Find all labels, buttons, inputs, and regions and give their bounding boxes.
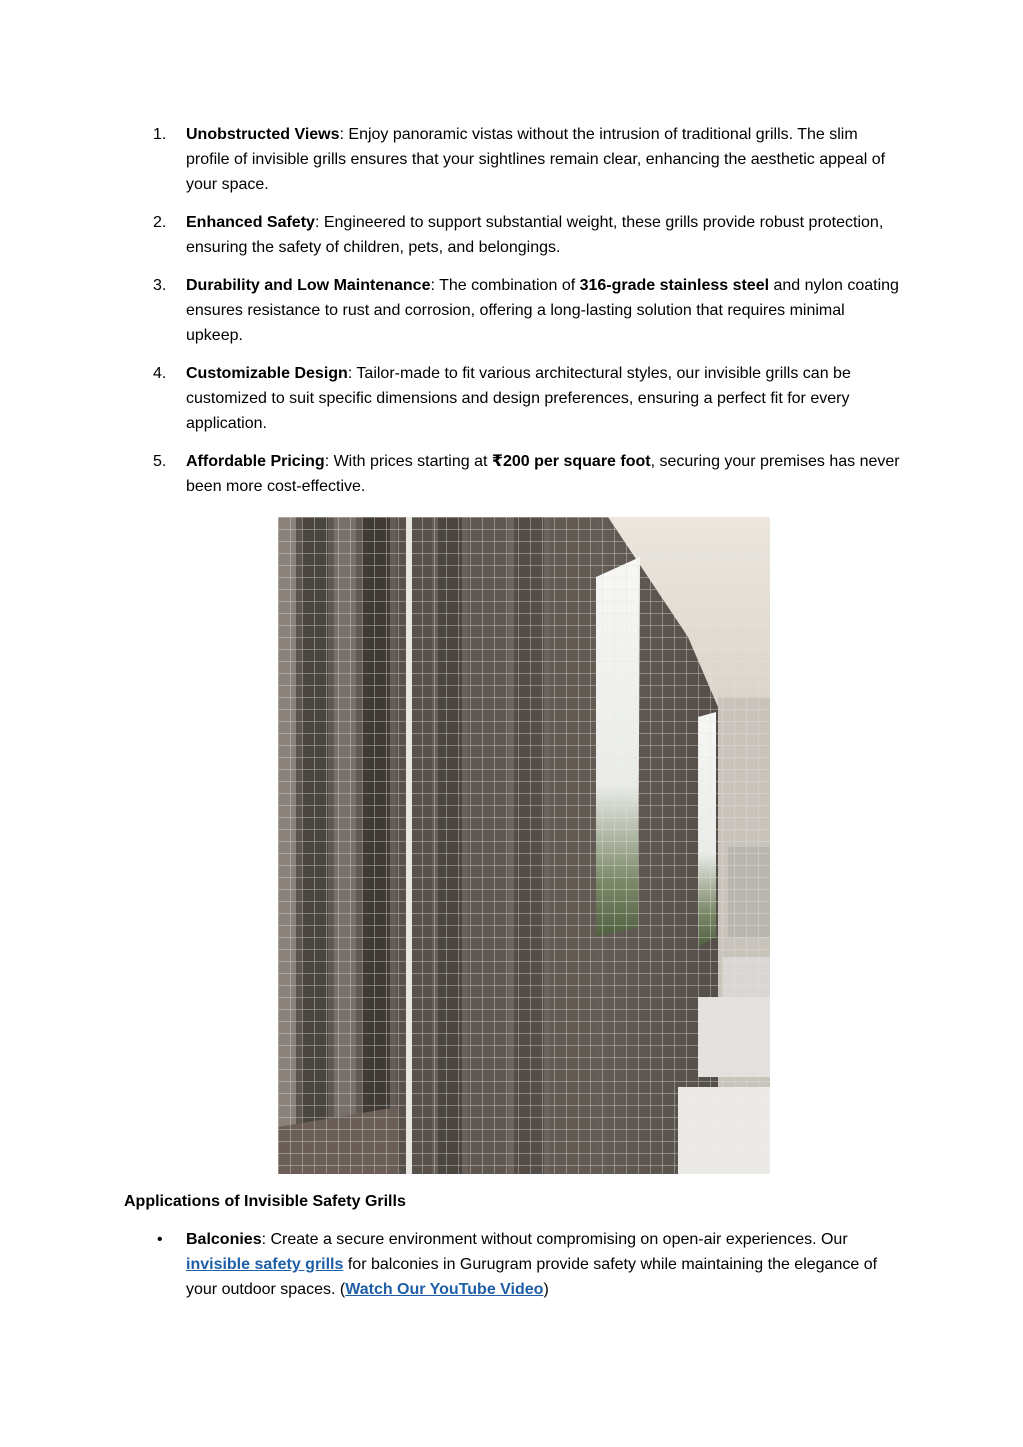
list-number: 3. — [153, 277, 167, 294]
item-title: Balconies — [186, 1231, 262, 1248]
item-title: Durability and Low Maintenance — [186, 277, 431, 294]
item-text: : The combination of — [430, 277, 580, 294]
section-heading: Applications of Invisible Safety Grills — [124, 1193, 406, 1210]
item-text: ) — [543, 1281, 549, 1298]
item-text: : Enjoy panoramic vistas without the intrusion of traditional grills. The slim profile of invisible grills ensures that your sightlines remain clear, enhancing the aesthetic appeal of your space. — [186, 126, 886, 193]
list-item — [153, 1227, 903, 1302]
item-text: : With prices starting at — [324, 453, 492, 470]
youtube-video-link[interactable]: Watch Our YouTube Video — [345, 1281, 544, 1298]
balcony-safety-net-photo — [278, 517, 770, 1174]
invisible-safety-grills-link[interactable]: invisible safety grills — [186, 1256, 344, 1273]
item-emphasis: 316-grade stainless steel — [579, 277, 770, 294]
bullet-icon: • — [157, 1231, 163, 1248]
list-item — [153, 210, 903, 260]
item-text: : Tailor-made to fit various architectural styles, our invisible grills can be customized to suit specific dimensions and design preferences, ensuring a perfect fit for every application. — [186, 365, 851, 432]
list-number: 2. — [153, 214, 167, 231]
item-emphasis: ₹200 per square foot — [491, 453, 651, 470]
item-text: : Engineered to support substantial weight, these grills provide robust protection, ensuring the safety of children, pets, and belongings. — [186, 214, 884, 256]
item-title: Affordable Pricing — [186, 453, 325, 470]
benefits-list — [153, 122, 903, 512]
item-text: : Create a secure environment without compromising on open-air experiences. Our — [261, 1231, 848, 1248]
list-number: 1. — [153, 126, 167, 143]
list-number: 5. — [153, 453, 167, 470]
list-item — [153, 361, 903, 436]
item-title: Customizable Design — [186, 365, 348, 382]
item-text: and nylon coating ensures resistance to rust and corrosion, offering a long-lasting solution that requires minimal upkeep. — [186, 277, 899, 344]
list-item — [153, 449, 903, 499]
list-item — [153, 273, 903, 348]
item-text: for balconies in Gurugram provide safety while maintaining the elegance of your outdoor spaces. ( — [186, 1256, 878, 1298]
item-title: Enhanced Safety — [186, 214, 315, 231]
applications-list — [153, 1227, 903, 1302]
list-number: 4. — [153, 365, 167, 382]
list-item — [153, 122, 903, 197]
item-text: , securing your premises has never been more cost-effective. — [186, 453, 900, 495]
item-title: Unobstructed Views — [186, 126, 340, 143]
